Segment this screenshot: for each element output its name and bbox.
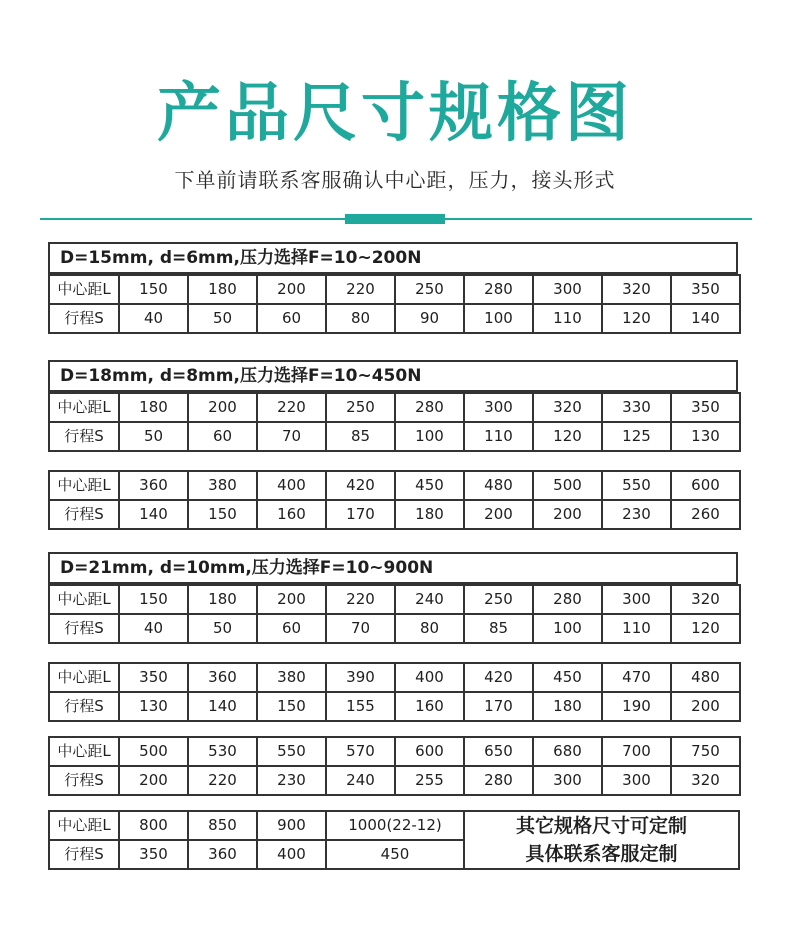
table-cell: 350: [671, 393, 740, 422]
table-cell: 60: [257, 304, 326, 333]
table-cell: 1000(22-12): [326, 811, 464, 840]
table-cell: 850: [188, 811, 257, 840]
table-cell: 100: [533, 614, 602, 643]
table-cell: 180: [188, 275, 257, 304]
table-cell: 60: [188, 422, 257, 451]
table-cell: 250: [326, 393, 395, 422]
table-cell: 330: [602, 393, 671, 422]
table-cell: 220: [257, 393, 326, 422]
table-cell: 650: [464, 737, 533, 766]
table-cell: 100: [464, 304, 533, 333]
table-cell: 320: [671, 766, 740, 795]
table-cell: 550: [602, 471, 671, 500]
table-cell: 500: [119, 737, 188, 766]
row-label: 中心距L: [49, 393, 119, 422]
table-cell: 240: [326, 766, 395, 795]
table-cell: 155: [326, 692, 395, 721]
table-cell: 300: [533, 275, 602, 304]
table-cell: 360: [119, 471, 188, 500]
table-cell: 360: [188, 663, 257, 692]
table-cell: 530: [188, 737, 257, 766]
table-cell: 480: [671, 663, 740, 692]
table-cell: 220: [326, 585, 395, 614]
spec-table: [48, 274, 741, 334]
table-cell: 200: [257, 275, 326, 304]
section-header: D=15mm, d=6mm,压力选择F=10~200N: [48, 242, 738, 274]
table-cell: 380: [257, 663, 326, 692]
table-cell: 680: [533, 737, 602, 766]
table-cell: 350: [671, 275, 740, 304]
table-cell: 230: [602, 500, 671, 529]
table-cell: 50: [188, 614, 257, 643]
table-row-stroke: [49, 614, 740, 643]
table-cell: 600: [395, 737, 464, 766]
table-cell: 120: [602, 304, 671, 333]
table-cell: 450: [533, 663, 602, 692]
table-cell: 320: [602, 275, 671, 304]
table-cell: 320: [533, 393, 602, 422]
table-cell: 180: [533, 692, 602, 721]
table-cell: 170: [326, 500, 395, 529]
row-label: 行程S: [49, 614, 119, 643]
table-cell: 110: [464, 422, 533, 451]
spec-table: [48, 584, 741, 644]
table-cell: 60: [257, 614, 326, 643]
table-cell: 450: [326, 840, 464, 869]
spec-table: [48, 392, 741, 452]
table-cell: 130: [671, 422, 740, 451]
divider-accent: [345, 214, 445, 224]
table-cell: 260: [671, 500, 740, 529]
table-cell: 160: [395, 692, 464, 721]
custom-note: [464, 811, 739, 869]
page-title: 产品尺寸规格图: [157, 77, 633, 151]
table-cell: 350: [119, 840, 188, 869]
table-row-stroke: [49, 766, 740, 795]
table-cell: 70: [257, 422, 326, 451]
table-cell: 350: [119, 663, 188, 692]
row-label: 行程S: [49, 500, 119, 529]
row-label: 行程S: [49, 304, 119, 333]
table-cell: 480: [464, 471, 533, 500]
table-cell: 240: [395, 585, 464, 614]
table-cell: 280: [533, 585, 602, 614]
section-header: D=21mm, d=10mm,压力选择F=10~900N: [48, 552, 738, 584]
table-cell: 280: [464, 766, 533, 795]
table-cell: 400: [257, 471, 326, 500]
custom-note-line: 具体联系客服定制: [525, 843, 678, 865]
table-cell: 150: [119, 275, 188, 304]
table-cell: 250: [395, 275, 464, 304]
table-cell: 280: [464, 275, 533, 304]
table-cell: 190: [602, 692, 671, 721]
spec-table: [48, 810, 740, 870]
table-cell: 100: [395, 422, 464, 451]
table-cell: 140: [188, 692, 257, 721]
table-cell: 420: [464, 663, 533, 692]
table-row-center-distance: [49, 811, 739, 840]
row-label: 中心距L: [49, 471, 119, 500]
table-cell: 390: [326, 663, 395, 692]
table-cell: 120: [671, 614, 740, 643]
table-cell: 200: [533, 500, 602, 529]
table-cell: 300: [602, 585, 671, 614]
table-cell: 750: [671, 737, 740, 766]
spec-table: [48, 662, 741, 722]
row-label: 中心距L: [49, 585, 119, 614]
table-row-stroke: [49, 422, 740, 451]
table-row-center-distance: [49, 737, 740, 766]
table-cell: 40: [119, 304, 188, 333]
table-cell: 700: [602, 737, 671, 766]
spec-table: [48, 736, 741, 796]
table-row-center-distance: [49, 663, 740, 692]
table-cell: 180: [395, 500, 464, 529]
table-cell: 180: [119, 393, 188, 422]
table-cell: 220: [326, 275, 395, 304]
table-cell: 500: [533, 471, 602, 500]
table-cell: 600: [671, 471, 740, 500]
table-cell: 150: [257, 692, 326, 721]
table-cell: 200: [119, 766, 188, 795]
table-cell: 70: [326, 614, 395, 643]
table-cell: 50: [119, 422, 188, 451]
table-cell: 470: [602, 663, 671, 692]
spec-group: [48, 736, 738, 796]
spec-section-3: [48, 552, 738, 644]
spec-group-custom: [48, 810, 738, 870]
table-row-center-distance: [49, 471, 740, 500]
table-cell: 280: [395, 393, 464, 422]
table-cell: 400: [257, 840, 326, 869]
table-cell: 140: [119, 500, 188, 529]
table-cell: 200: [464, 500, 533, 529]
table-cell: 40: [119, 614, 188, 643]
table-cell: 150: [188, 500, 257, 529]
table-cell: 80: [395, 614, 464, 643]
table-cell: 110: [602, 614, 671, 643]
table-cell: 170: [464, 692, 533, 721]
table-cell: 200: [257, 585, 326, 614]
table-row-stroke: [49, 304, 740, 333]
table-row-center-distance: [49, 393, 740, 422]
table-row-center-distance: [49, 585, 740, 614]
table-cell: 125: [602, 422, 671, 451]
table-row-stroke: [49, 692, 740, 721]
page-subtitle: 下单前请联系客服确认中心距，压力，接头形式: [174, 168, 616, 192]
row-label: 中心距L: [49, 811, 119, 840]
table-cell: 250: [464, 585, 533, 614]
table-cell: 150: [119, 585, 188, 614]
table-cell: 160: [257, 500, 326, 529]
table-cell: 900: [257, 811, 326, 840]
table-cell: 380: [188, 471, 257, 500]
table-cell: 85: [326, 422, 395, 451]
table-cell: 550: [257, 737, 326, 766]
row-label: 行程S: [49, 422, 119, 451]
table-cell: 200: [671, 692, 740, 721]
table-cell: 230: [257, 766, 326, 795]
table-cell: 110: [533, 304, 602, 333]
table-cell: 300: [464, 393, 533, 422]
table-cell: 200: [188, 393, 257, 422]
table-cell: 85: [464, 614, 533, 643]
table-row-center-distance: [49, 275, 740, 304]
table-cell: 120: [533, 422, 602, 451]
table-cell: 420: [326, 471, 395, 500]
custom-note-line: 其它规格尺寸可定制: [515, 815, 687, 837]
table-cell: 300: [602, 766, 671, 795]
table-cell: 400: [395, 663, 464, 692]
table-cell: 300: [533, 766, 602, 795]
spec-table: [48, 470, 741, 530]
table-cell: 360: [188, 840, 257, 869]
row-label: 行程S: [49, 766, 119, 795]
table-cell: 80: [326, 304, 395, 333]
section-header: D=18mm, d=8mm,压力选择F=10~450N: [48, 360, 738, 392]
row-label: 中心距L: [49, 737, 119, 766]
spec-section-2: [48, 360, 738, 452]
table-cell: 180: [188, 585, 257, 614]
table-cell: 450: [395, 471, 464, 500]
table-cell: 90: [395, 304, 464, 333]
row-label: 行程S: [49, 840, 119, 869]
spec-group: [48, 470, 738, 530]
table-cell: 50: [188, 304, 257, 333]
table-row-stroke: [49, 500, 740, 529]
table-cell: 320: [671, 585, 740, 614]
table-cell: 220: [188, 766, 257, 795]
table-cell: 130: [119, 692, 188, 721]
spec-group: [48, 662, 738, 722]
row-label: 中心距L: [49, 663, 119, 692]
table-cell: 570: [326, 737, 395, 766]
table-cell: 800: [119, 811, 188, 840]
row-label: 中心距L: [49, 275, 119, 304]
table-cell: 140: [671, 304, 740, 333]
table-cell: 255: [395, 766, 464, 795]
row-label: 行程S: [49, 692, 119, 721]
spec-section-1: [48, 242, 738, 334]
